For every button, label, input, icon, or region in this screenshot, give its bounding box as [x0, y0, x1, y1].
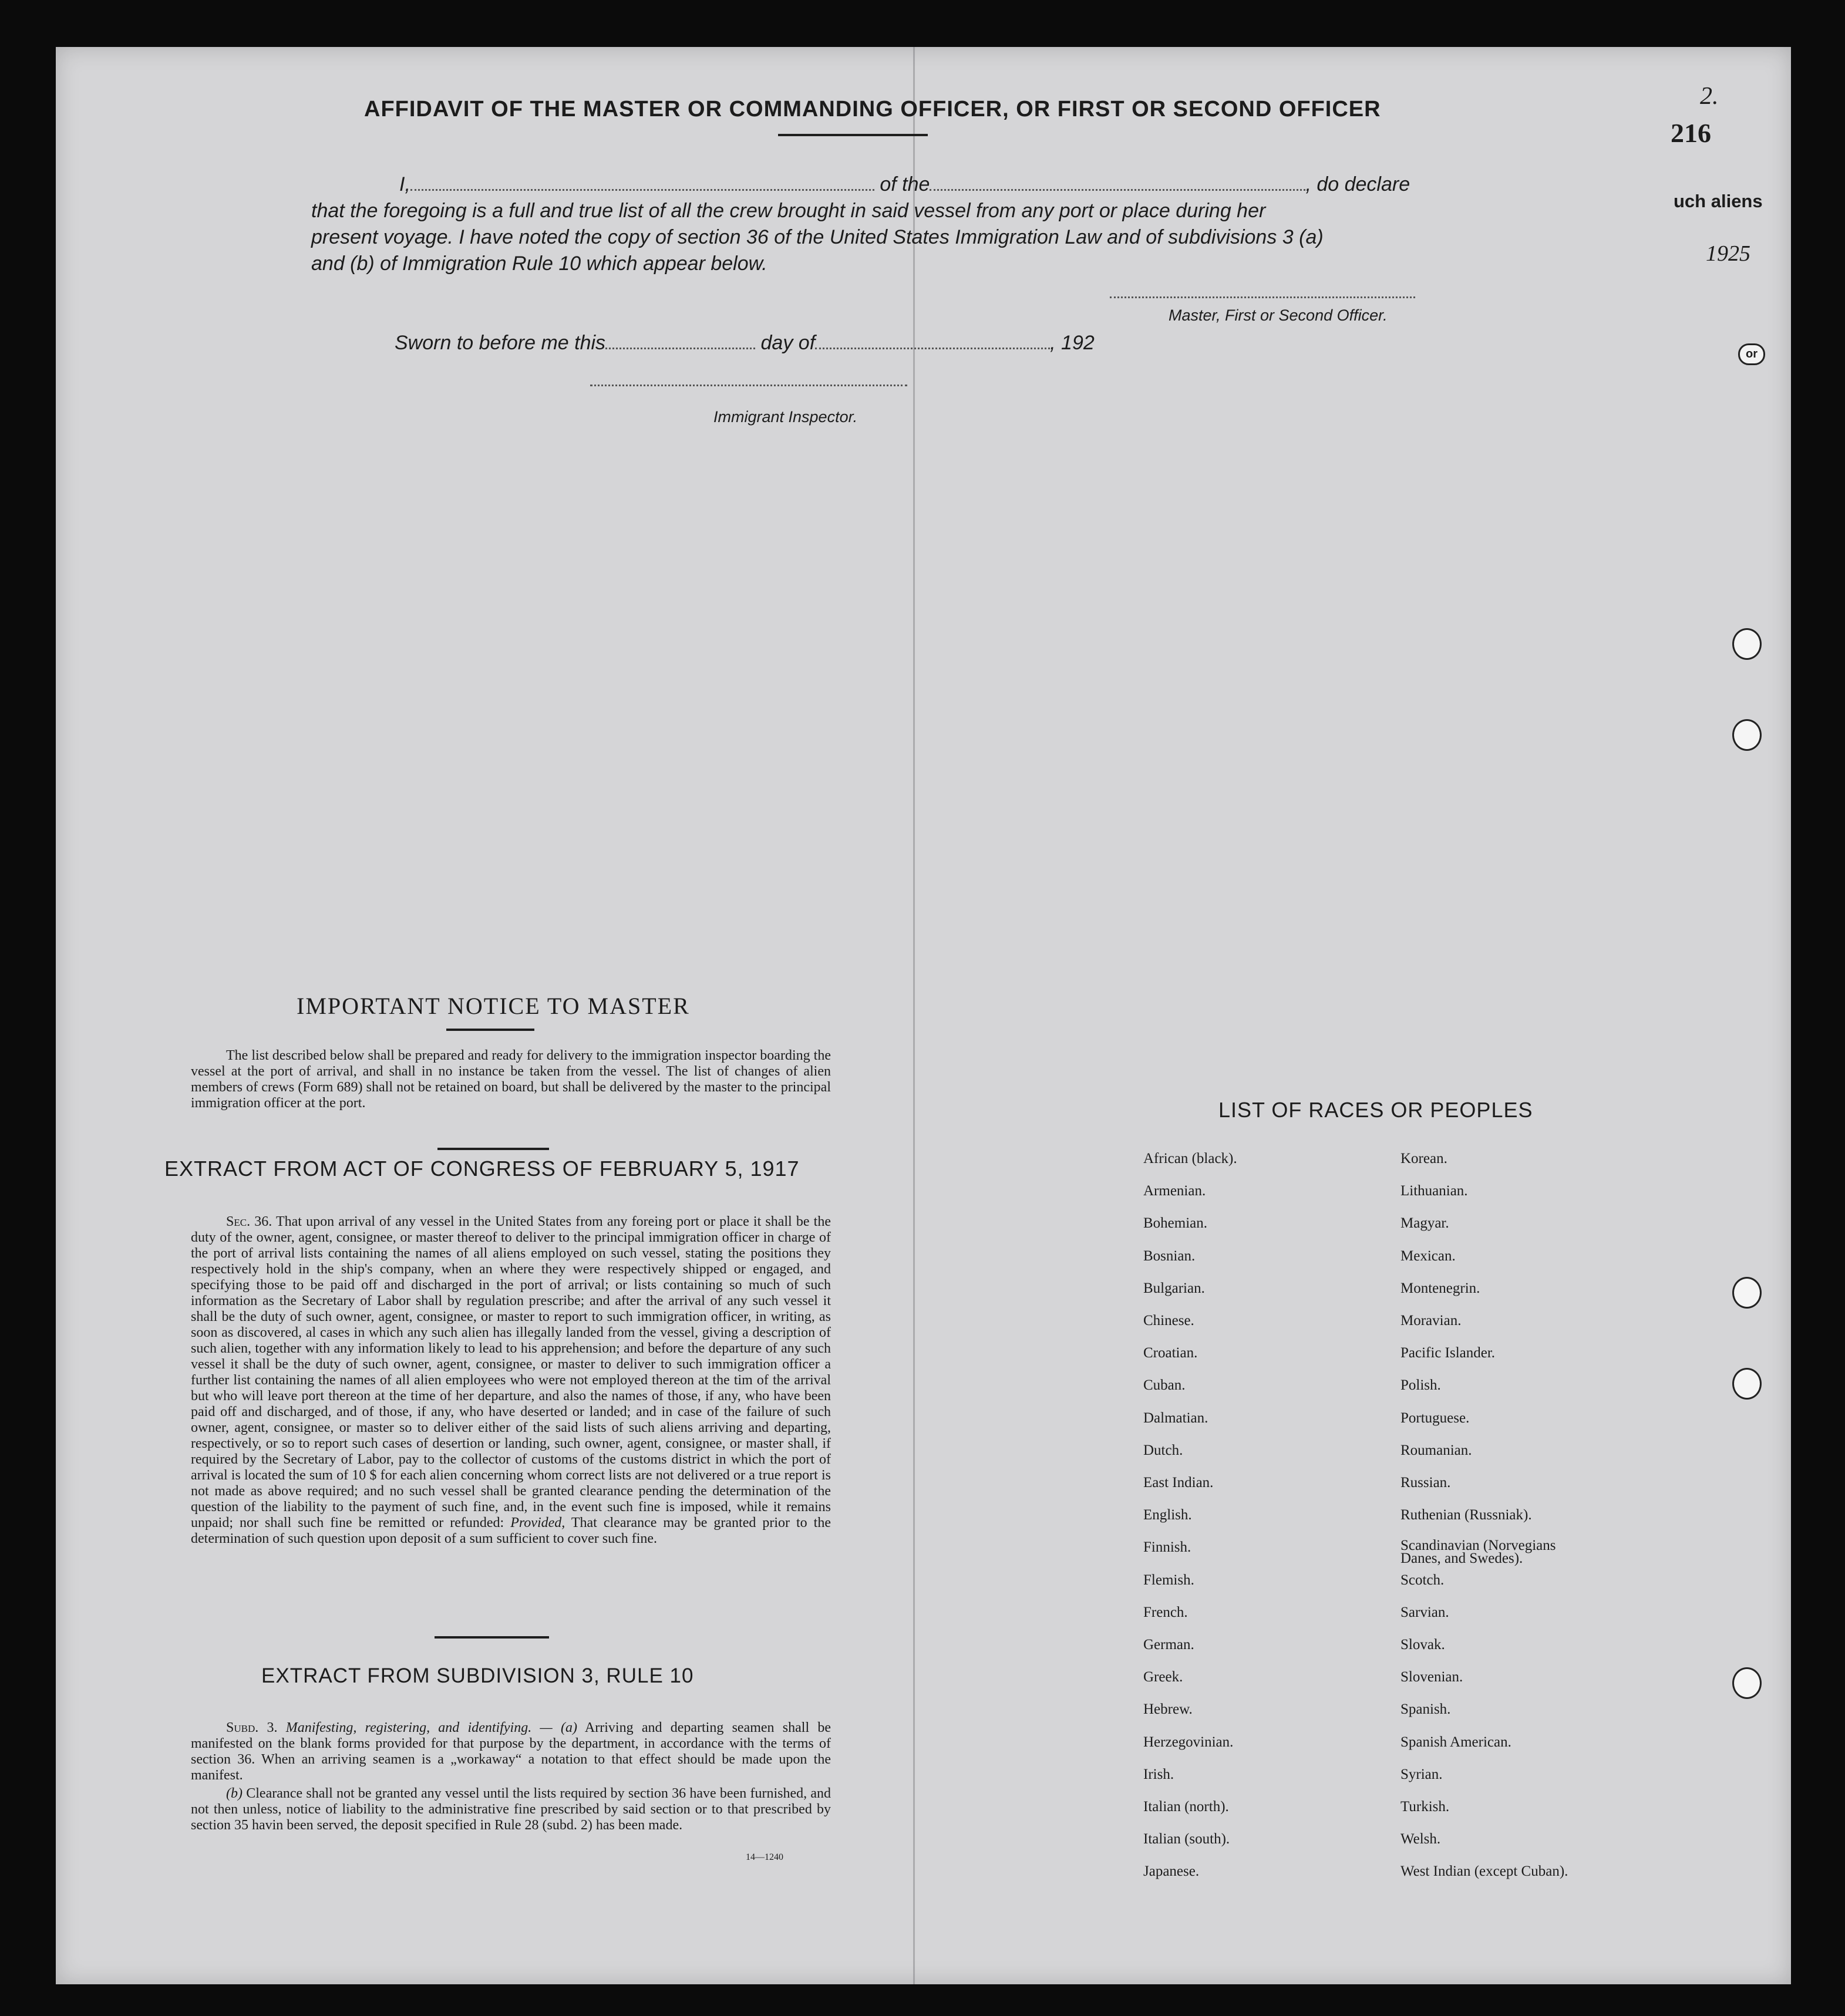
- punch-hole: [1732, 1368, 1762, 1400]
- title-rule: [778, 134, 928, 136]
- vessel-blank: [930, 189, 1305, 191]
- notice-body: The list described below shall be prepared and ready for delivery to the immigration inspector boarding the vessel at the port of arrival, and shall in no instance be taken from the vessel. The list of changes of alien members of crews (Form 689) shall not be retained on board, but shall be delivered by the master to the principal immigration officer at the port.: [191, 1048, 831, 1111]
- inspector-label: Immigrant Inspector.: [713, 408, 858, 426]
- punch-hole: [1732, 628, 1762, 660]
- race-item: Greek.: [1143, 1669, 1183, 1685]
- race-item: Dutch.: [1143, 1442, 1183, 1458]
- notice-rule: [446, 1029, 534, 1031]
- sworn-year: , 192: [1050, 332, 1095, 354]
- race-item: Scotch.: [1400, 1572, 1445, 1588]
- act-title: EXTRACT FROM ACT OF CONGRESS OF FEBRUARY 5, 1917: [164, 1157, 800, 1181]
- race-item: Italian (north).: [1143, 1799, 1229, 1815]
- affidavit-title: AFFIDAVIT OF THE MASTER OR COMMANDING OFFICER, OR FIRST OR SECOND OFFICER: [364, 97, 1381, 122]
- page-number: 216: [1671, 118, 1711, 148]
- race-item: Korean.: [1400, 1151, 1447, 1167]
- affidavit-line3: present voyage. I have noted the copy of section 36 of the United States Immigration Law and of subdivisions 3 (a): [311, 226, 1324, 248]
- subd-a: [191, 1720, 831, 1784]
- race-item: Italian (south).: [1143, 1831, 1230, 1848]
- subd-heading: Manifesting, registering, and identifying. — (a): [285, 1720, 577, 1735]
- subd-b-label: (b): [226, 1786, 243, 1801]
- name-blank: [410, 189, 874, 191]
- affidavit-line2: that the foregoing is a full and true list of all the crew brought in said vessel from any port or place during her: [311, 200, 1266, 222]
- race-item: East Indian.: [1143, 1475, 1214, 1491]
- punch-hole: [1732, 719, 1762, 751]
- race-item: Lithuanian.: [1400, 1183, 1468, 1199]
- race-item: Croatian.: [1143, 1345, 1198, 1361]
- signature-label: Master, First or Second Officer.: [1169, 306, 1388, 324]
- race-item: Pacific Islander.: [1400, 1345, 1496, 1361]
- race-item: Mexican.: [1400, 1248, 1456, 1264]
- race-item: Flemish.: [1143, 1572, 1194, 1588]
- provided-label: Provided,: [510, 1515, 565, 1530]
- race-item: Syrian.: [1400, 1766, 1443, 1782]
- race-item: Spanish American.: [1400, 1734, 1511, 1750]
- race-item: German.: [1143, 1637, 1194, 1653]
- subd-b-text: Clearance shall not be granted any vessel until the lists required by section 36 have been furnished, and not then unless, notice of liability to the administrative fine prescribed by said section or to that prescribed by section 35 havin been served, the deposit specified in Rule 28 (subd. 2) has been made.: [191, 1786, 831, 1833]
- race-item: Sarvian.: [1400, 1604, 1449, 1620]
- race-item: Roumanian.: [1400, 1442, 1472, 1458]
- rule-title: EXTRACT FROM SUBDIVISION 3, RULE 10: [261, 1664, 694, 1687]
- race-item: Ruthenian (Russniak).: [1400, 1507, 1532, 1523]
- races-title: LIST OF RACES OR PEOPLES: [1218, 1098, 1533, 1122]
- race-item: Turkish.: [1400, 1799, 1450, 1815]
- affidavit-line1: [399, 173, 1410, 196]
- race-item: Cuban.: [1143, 1377, 1186, 1394]
- subd-label: Subd. 3.: [226, 1720, 278, 1735]
- race-item: Bulgarian.: [1143, 1280, 1205, 1296]
- race-item: English.: [1143, 1507, 1192, 1523]
- race-item: French.: [1143, 1604, 1188, 1620]
- race-item: Spanish.: [1400, 1701, 1451, 1718]
- race-item: Scandinavian (Norvegians Danes, and Swedes).: [1400, 1538, 1556, 1567]
- inspector-blank: [590, 385, 907, 386]
- day-blank: [605, 348, 755, 349]
- subd-a-text: Arriving and departing seamen shall be manifested on the blank forms provided for that purpose by the department, in accordance with the terms of section 36. When an arriving seamen is a „workaway“ a notation to that effect should be made upon the manifest.: [191, 1720, 831, 1783]
- sworn-day-of: day of: [760, 332, 816, 354]
- top-mark: 2.: [1700, 83, 1719, 110]
- sec-label: Sec. 36.: [226, 1214, 272, 1229]
- race-item: Chinese.: [1143, 1313, 1194, 1329]
- sec-36-text: That upon arrival of any vessel in the United States from any foreing port or place it shall be the duty of the owner, agent, consignee, or master thereof to deliver to the principal immigration officer in charge of the port of arrival lists containing the names of all aliens employed on such vessel, stating the positions they respectively hold in the ship's company, when an where they were respectively shipped or engaged, and specifying those to be paid off and discharged in the port of arrival; or lists containing so much of such information as the Secretary of Labor shall by regulation prescribe; and after the arrival of any such vessel it shall be the duty of such owner, agent, consignee, or master to report to such immigration officer, in writing, as soon as discovered, al cases in which any such alien has illegally landed from the vessel, giving a description of such alien, together with any information likely to lead to his apprehension; and before the departure of any such vessel it shall be the duty of such owner, agent, consignee, or master to deliver to such immigration officer a further list containing the names of all alien employees who were not employed thereon at the tim of the arrival but who will leave port thereon at the time of her departure, and also the names of those, if any, who have been paid off and discharged, and of those, if any, who have deserted or landed; and in case of the failure of such owner, agent, consignee, or master so to deliver either of the said lists of such aliens arriving and departing, respectively, or so to report such cases of desertion or landing, such owner, agent, consignee, or master shall, if required by the Secretary of Labor, pay to the collector of customs of the customs district in which the port of arrival is located the sum of 10 $ for each alien concerning whom correct lists are not delivered or a true report is not made as above required; and no such vessel shall be granted clearance pending the determination of the question of the liability to the payment of such fine, and, in the event such fine is imposed, while it remains unpaid; nor shall such fine be remitted or refunded:: [191, 1214, 831, 1530]
- such-aliens-text: uch aliens: [1674, 191, 1763, 211]
- race-item: Armenian.: [1143, 1183, 1206, 1199]
- punch-hole: [1732, 1277, 1762, 1309]
- affidavit-declare: , do declare: [1305, 173, 1410, 195]
- act-body: [191, 1214, 831, 1547]
- race-item: Montenegrin.: [1400, 1280, 1480, 1296]
- race-item: Irish.: [1143, 1766, 1174, 1782]
- sworn-prefix: Sworn to before me this: [395, 332, 606, 354]
- race-item: Slovenian.: [1400, 1669, 1463, 1685]
- race-item: Russian.: [1400, 1475, 1451, 1491]
- race-item: Magyar.: [1400, 1215, 1449, 1232]
- affidavit-line4: and (b) of Immigration Rule 10 which appear below.: [311, 252, 767, 275]
- punch-hole: [1732, 1667, 1762, 1699]
- race-item: Slovak.: [1400, 1637, 1445, 1653]
- race-item: Hebrew.: [1143, 1701, 1193, 1718]
- sworn-line: [395, 332, 1095, 355]
- race-item: Bosnian.: [1143, 1248, 1196, 1264]
- rule-extract-rule: [435, 1636, 549, 1639]
- or-label: or: [1738, 343, 1765, 365]
- notice-title: IMPORTANT NOTICE TO MASTER: [297, 993, 690, 1019]
- act-rule-top: [437, 1148, 549, 1150]
- signature-blank: [1110, 296, 1415, 298]
- race-item: Dalmatian.: [1143, 1410, 1208, 1426]
- race-item: African (black).: [1143, 1151, 1237, 1167]
- race-item: Polish.: [1400, 1377, 1441, 1394]
- subd-b: [191, 1786, 831, 1833]
- race-item: Japanese.: [1143, 1863, 1200, 1880]
- affidavit-i: I,: [399, 173, 410, 195]
- form-number: 14—1240: [746, 1852, 783, 1862]
- affidavit-of-the: of the: [880, 173, 930, 195]
- provided-text: That clearance may be granted prior to the determination of such question upon deposit of a sum sufficient to cover such fine.: [191, 1515, 831, 1546]
- race-item: West Indian (except Cuban).: [1400, 1863, 1568, 1880]
- race-item: Portuguese.: [1400, 1410, 1470, 1426]
- race-item: Bohemian.: [1143, 1215, 1208, 1232]
- race-item: Herzegovinian.: [1143, 1734, 1234, 1750]
- race-item: Moravian.: [1400, 1313, 1462, 1329]
- race-item: Finnish.: [1143, 1539, 1191, 1556]
- race-item: Welsh.: [1400, 1831, 1441, 1848]
- month-blank: [815, 348, 1050, 349]
- handwritten-year: 1925: [1706, 241, 1750, 266]
